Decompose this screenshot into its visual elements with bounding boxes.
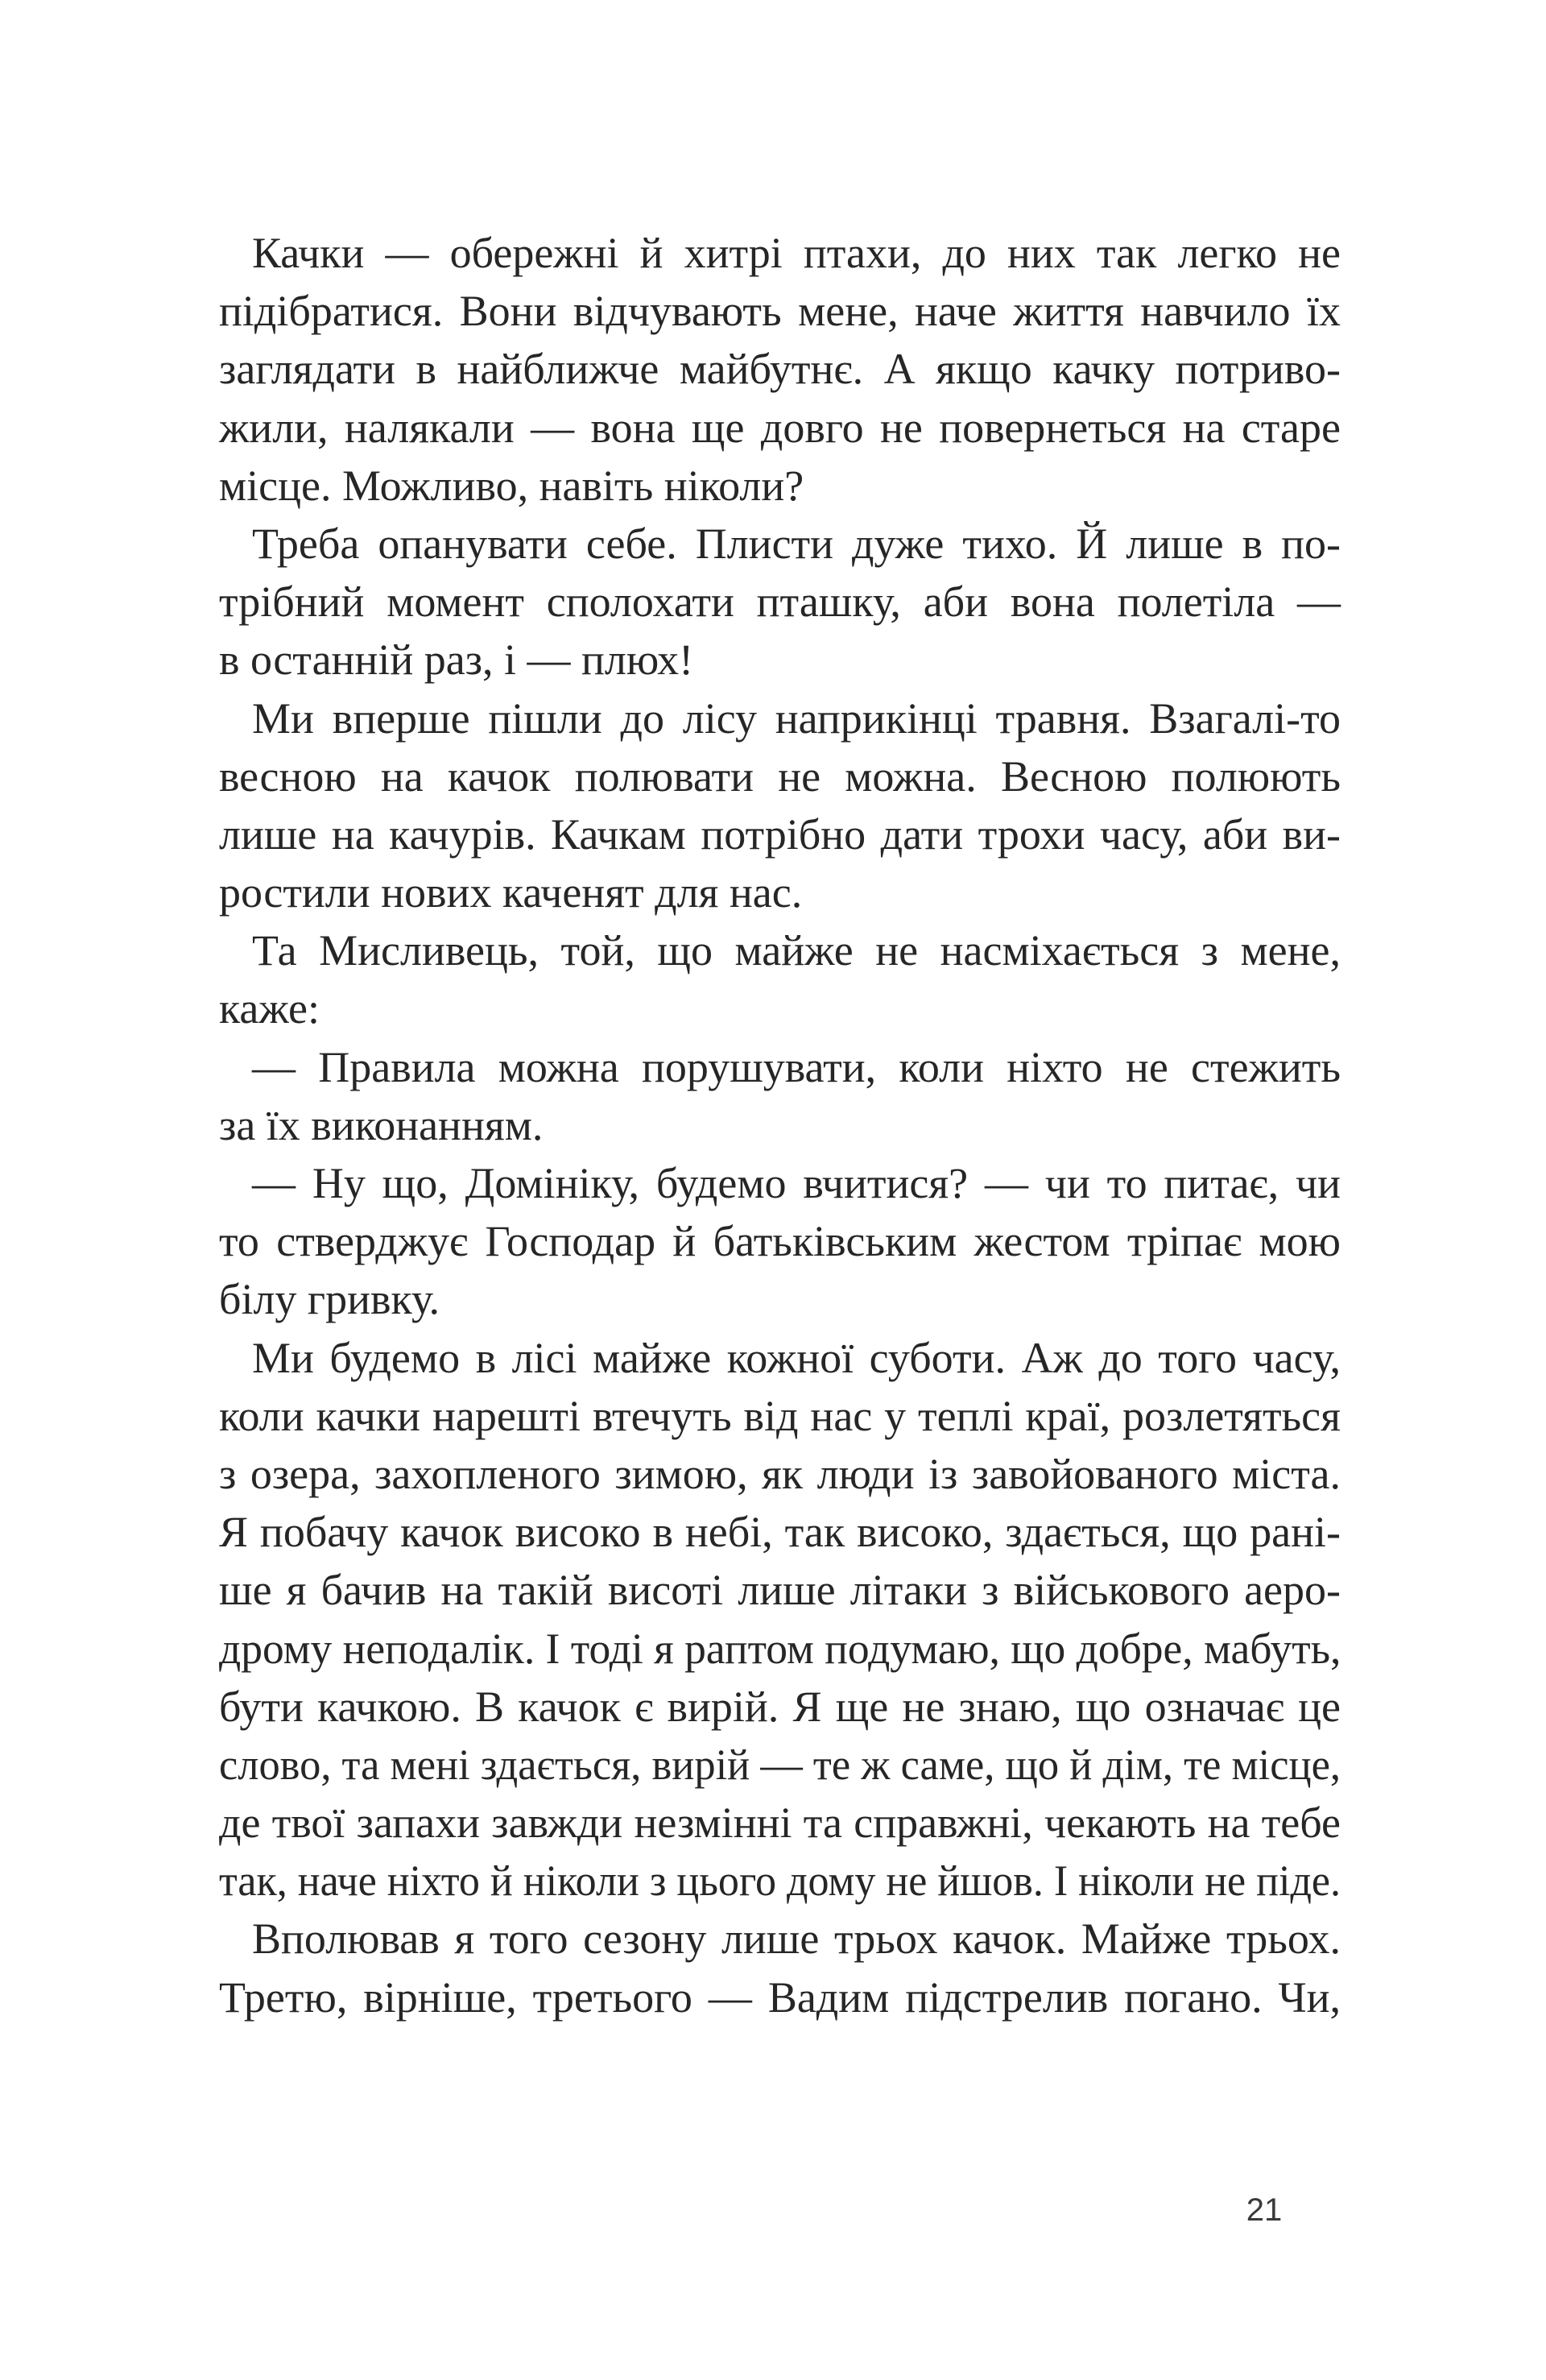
text-line: Треба опанувати себе. Плисти дуже тихо. Й лише в по-: [252, 519, 1341, 568]
text-line: каже:: [219, 984, 320, 1033]
text-line: — Ну що, Домініку, будемо вчитися? — чи то питає, чи: [252, 1159, 1341, 1207]
text-line: Я побачу качок високо в небі, так високо, здається, що рані-: [219, 1508, 1341, 1557]
text-line: жили, налякали — вона ще довго не повернеться на старе: [219, 403, 1341, 452]
body-text: [219, 224, 1341, 2026]
text-line: дрому неподалік. І тоді я раптом подумаю, що добре, мабуть,: [219, 1624, 1341, 1673]
text-line: підібратися. Вони відчувають мене, наче життя навчило їх: [219, 287, 1341, 336]
text-line: трібний момент сполохати пташку, аби вона полетіла —: [219, 577, 1341, 627]
text-line: Ми вперше пішли до лісу наприкінці травня. Взагалі-то: [252, 693, 1341, 743]
text-line: Ми будемо в лісі майже кожної суботи. Аж до того часу,: [252, 1333, 1341, 1382]
text-line: Та Мисливець, той, що майже не насміхається з мене,: [252, 926, 1341, 975]
text-line: коли качки нарешті втечуть від нас у теплі краї, розлетяться: [219, 1391, 1341, 1440]
text-line: заглядати в найближче майбутнє. А якщо качку потриво-: [219, 345, 1341, 394]
text-line: так, наче ніхто й ніколи з цього дому не йшов. І ніколи не піде.: [219, 1856, 1341, 1906]
text-line: лише на качурів. Качкам потрібно дати трохи часу, аби ви-: [219, 809, 1341, 859]
text-line: в останній раз, і — плюх!: [219, 635, 694, 685]
text-line: то стверджує Господар й батьківським жестом тріпає мою: [219, 1217, 1341, 1266]
text-line: ше я бачив на такій висоті лише літаки з військового аеро-: [219, 1566, 1341, 1615]
text-line: — Правила можна порушувати, коли ніхто не стежить: [252, 1042, 1341, 1091]
text-line: Третю, вірніше, третього — Вадим підстрелив погано. Чи,: [219, 1972, 1341, 2022]
text-line: місце. Можливо, навіть ніколи?: [219, 461, 804, 510]
text-line: білу гривку.: [219, 1275, 440, 1324]
text-line: Качки — обережні й хитрі птахи, до них так легко не: [252, 229, 1341, 277]
text-line: де твої запахи завжди незмінні та справжні, чекають на тебе: [219, 1798, 1341, 1848]
text-line: з озера, захопленого зимою, як люди із завойованого міста.: [219, 1449, 1341, 1498]
text-line: ростили нових каченят для нас.: [219, 868, 803, 917]
text-line: бути качкою. В качок є вирій. Я ще не знаю, що означає це: [219, 1682, 1341, 1731]
text-line: весною на качок полювати не можна. Весною полюють: [219, 751, 1341, 801]
text-line: за їх виконанням.: [219, 1100, 544, 1149]
page-number: 21: [1246, 2192, 1283, 2228]
text-line: Вполював я того сезону лише трьох качок. Майже трьох.: [252, 1914, 1341, 1964]
text-line: слово, та мені здається, вирій — те ж саме, що й дім, те місце,: [219, 1740, 1341, 1789]
